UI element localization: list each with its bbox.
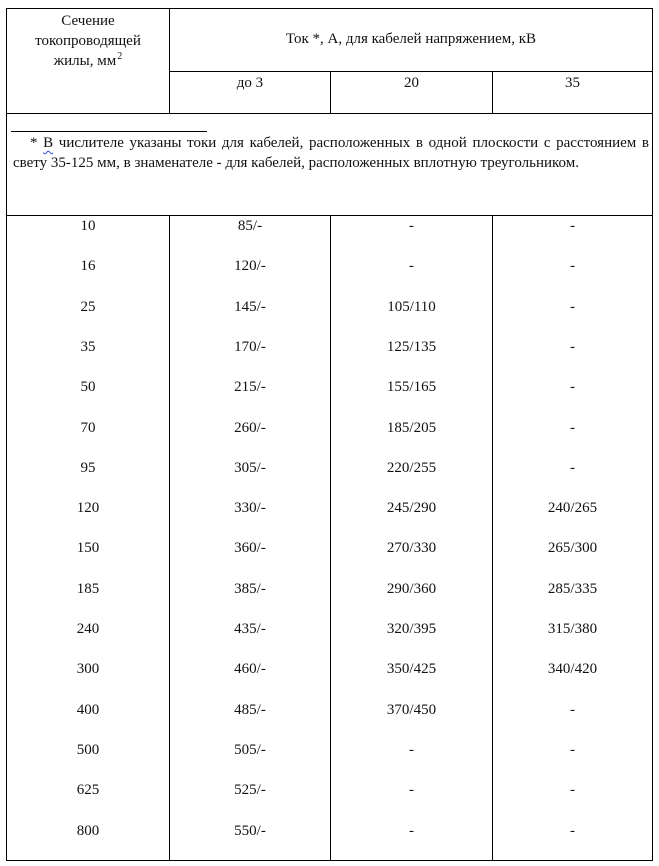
cell-v3: 460/-: [234, 661, 266, 678]
cell-v3: 145/-: [234, 298, 266, 315]
cell-v35: 340/420: [547, 661, 598, 678]
section-header-line2: токопроводящей: [35, 33, 141, 49]
current-header: Ток *, А, для кабелей напряжением, кВ: [285, 31, 537, 47]
cell-section: 10: [80, 218, 96, 234]
cell-v20: -: [409, 218, 414, 234]
subheader-35: 35: [565, 75, 580, 91]
subheader-upto3: до 3: [236, 75, 264, 91]
cell-v3: 305/-: [234, 459, 266, 476]
cell-v20: 290/360: [386, 580, 437, 597]
cell-v3: 260/-: [234, 419, 266, 436]
footnote-first-word: В: [43, 135, 54, 151]
rule-header-bottom: [7, 113, 652, 114]
cell-v35: 240/265: [547, 500, 598, 517]
cell-v3: 385/-: [234, 580, 266, 597]
cell-v35: -: [570, 782, 575, 799]
cell-v3: 505/-: [234, 741, 266, 758]
section-header-sup: 2: [117, 51, 123, 62]
cell-section: 50: [80, 379, 96, 396]
cell-v20: -: [409, 258, 414, 275]
cell-v20: 350/425: [386, 661, 437, 678]
footnote-rule: [11, 131, 207, 132]
cell-v20: 370/450: [386, 701, 437, 718]
cell-section: 70: [80, 419, 96, 436]
cell-v20: 245/290: [386, 500, 437, 517]
cell-section: 400: [76, 701, 100, 718]
subheader-20: 20: [404, 75, 419, 91]
cell-v35: -: [570, 419, 575, 436]
cell-v20: 220/255: [386, 459, 437, 476]
cell-v35: -: [570, 379, 575, 396]
cell-section: 300: [76, 661, 100, 678]
cell-section: 625: [76, 782, 100, 799]
cell-v20: 125/135: [386, 338, 437, 355]
cell-section: 25: [80, 298, 96, 315]
cell-v35: 265/300: [547, 540, 598, 557]
cell-v3: 85/-: [237, 218, 263, 234]
cell-v35: -: [570, 459, 575, 476]
cell-v35: -: [570, 218, 575, 234]
cell-v20: 270/330: [386, 540, 437, 557]
cell-v20: 155/165: [386, 379, 437, 396]
rule-header-split: [169, 71, 652, 72]
cell-section: 800: [76, 822, 100, 839]
cell-v35: -: [570, 701, 575, 718]
cell-section: 150: [76, 540, 100, 557]
cell-v20: -: [409, 782, 414, 799]
section-header-line1: Сечение: [61, 13, 115, 29]
cell-v35: -: [570, 338, 575, 355]
cell-v3: 360/-: [234, 540, 266, 557]
cell-v3: 120/-: [234, 258, 266, 275]
cell-v35: -: [570, 258, 575, 275]
cell-v3: 550/-: [234, 822, 266, 839]
cell-v20: 185/205: [386, 419, 437, 436]
section-header-line3: [7, 51, 169, 73]
cell-section: 35: [80, 338, 96, 355]
cell-v3: 525/-: [234, 782, 266, 799]
cell-section: 16: [80, 258, 96, 275]
rule-col1: [169, 9, 170, 113]
footnote-text: числителе указаны токи для кабелей, расположенных в одной плоскости с расстоянием в свету 35-125 мм, в знаменателе - для кабелей, расположенных вплотную треугольником.: [13, 135, 650, 171]
cell-v20: -: [409, 741, 414, 758]
cell-v3: 485/-: [234, 701, 266, 718]
footnote-star: *: [29, 135, 38, 151]
cell-v20: -: [409, 822, 414, 839]
cell-v3: 330/-: [234, 500, 266, 517]
cable-current-table: [6, 8, 653, 861]
cell-section: 185: [76, 580, 100, 597]
section-header-unit: жилы, мм: [53, 53, 117, 69]
cell-section: 95: [80, 459, 96, 476]
cell-v3: 215/-: [234, 379, 266, 396]
cell-v35: 315/380: [547, 621, 598, 637]
cell-v35: -: [570, 822, 575, 839]
cell-section: 240: [76, 621, 100, 637]
cell-v35: -: [570, 741, 575, 758]
cell-v20: 105/110: [387, 298, 436, 315]
cell-v20: 320/395: [386, 621, 437, 637]
cell-v35: 285/335: [547, 580, 598, 597]
cell-v3: 170/-: [234, 338, 266, 355]
cell-section: 120: [76, 500, 100, 517]
section-header: [7, 11, 169, 73]
cell-section: 500: [76, 741, 100, 758]
cell-v35: -: [570, 298, 575, 315]
footnote: [13, 133, 649, 173]
cell-v3: 435/-: [234, 621, 266, 637]
